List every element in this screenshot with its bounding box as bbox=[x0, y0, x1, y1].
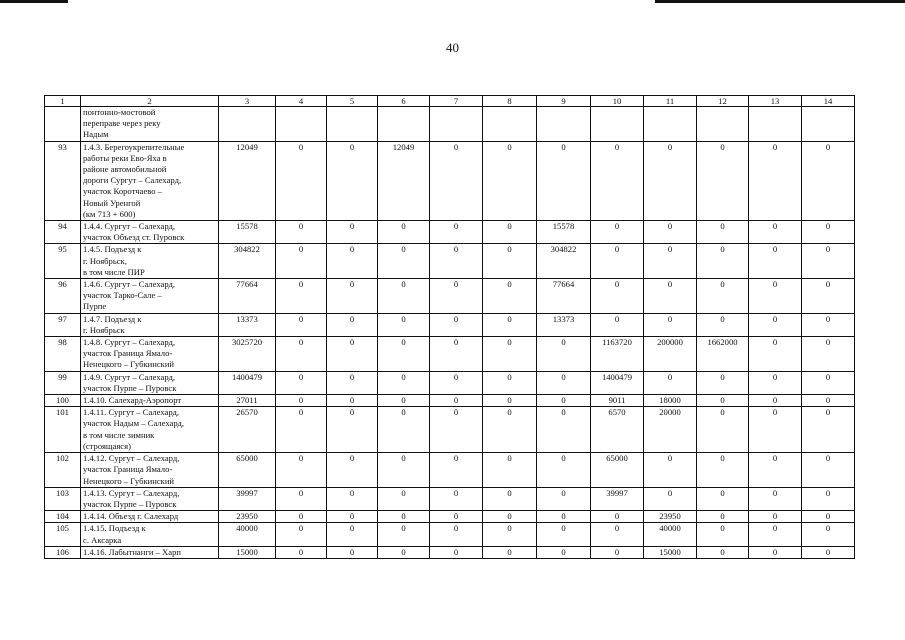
value-cell: 0 bbox=[537, 523, 591, 546]
table-header bbox=[45, 96, 855, 107]
table-row bbox=[45, 511, 855, 523]
column-header: 3 bbox=[219, 96, 276, 107]
value-cell: 0 bbox=[327, 395, 378, 407]
value-cell: 0 bbox=[644, 313, 697, 336]
value-cell: 0 bbox=[483, 546, 537, 558]
value-cell: 1662000 bbox=[697, 337, 749, 372]
scan-top-line-left bbox=[0, 0, 68, 3]
value-cell: 0 bbox=[327, 407, 378, 453]
value-cell: 0 bbox=[537, 511, 591, 523]
value-cell: 0 bbox=[378, 313, 430, 336]
table-row bbox=[45, 107, 855, 142]
value-cell: 0 bbox=[483, 523, 537, 546]
value-cell: 0 bbox=[327, 221, 378, 244]
value-cell: 0 bbox=[430, 487, 483, 510]
column-header: 10 bbox=[591, 96, 644, 107]
value-cell: 0 bbox=[276, 371, 327, 394]
value-cell: 0 bbox=[378, 221, 430, 244]
table-row bbox=[45, 337, 855, 372]
table-row bbox=[45, 279, 855, 314]
value-cell: 0 bbox=[430, 221, 483, 244]
value-cell: 6570 bbox=[591, 407, 644, 453]
value-cell: 26570 bbox=[219, 407, 276, 453]
value-cell: 0 bbox=[276, 453, 327, 488]
value-cell: 0 bbox=[430, 546, 483, 558]
value-cell: 0 bbox=[697, 453, 749, 488]
object-name: 1.4.10. Салехард-Аэропорт bbox=[81, 395, 219, 407]
value-cell: 0 bbox=[644, 279, 697, 314]
budget-table bbox=[44, 95, 855, 559]
value-cell: 0 bbox=[749, 487, 802, 510]
value-cell: 0 bbox=[697, 511, 749, 523]
value-cell: 0 bbox=[537, 453, 591, 488]
row-number: 105 bbox=[45, 523, 81, 546]
value-cell: 77664 bbox=[537, 279, 591, 314]
value-cell: 0 bbox=[749, 546, 802, 558]
value-cell: 0 bbox=[749, 221, 802, 244]
value-cell: 0 bbox=[276, 546, 327, 558]
value-cell: 0 bbox=[430, 337, 483, 372]
value-cell: 0 bbox=[749, 523, 802, 546]
value-cell: 1163720 bbox=[591, 337, 644, 372]
value-cell: 0 bbox=[802, 546, 855, 558]
value-cell: 0 bbox=[276, 395, 327, 407]
object-name: 1.4.16. Лабытнанги – Харп bbox=[81, 546, 219, 558]
value-cell: 0 bbox=[749, 395, 802, 407]
value-cell: 0 bbox=[378, 244, 430, 279]
value-cell: 0 bbox=[483, 244, 537, 279]
value-cell: 0 bbox=[276, 407, 327, 453]
value-cell: 0 bbox=[697, 523, 749, 546]
value-cell: 0 bbox=[802, 141, 855, 220]
row-number bbox=[45, 107, 81, 142]
value-cell: 0 bbox=[483, 487, 537, 510]
value-cell: 0 bbox=[483, 337, 537, 372]
row-number: 95 bbox=[45, 244, 81, 279]
value-cell: 0 bbox=[537, 337, 591, 372]
object-name: 1.4.9. Сургут – Салехард, участок Пурпе – Пуровск bbox=[81, 371, 219, 394]
value-cell: 27011 bbox=[219, 395, 276, 407]
row-number: 100 bbox=[45, 395, 81, 407]
row-number: 98 bbox=[45, 337, 81, 372]
value-cell: 0 bbox=[749, 337, 802, 372]
value-cell: 0 bbox=[802, 279, 855, 314]
value-cell: 0 bbox=[749, 141, 802, 220]
table-body bbox=[45, 107, 855, 559]
value-cell: 0 bbox=[276, 337, 327, 372]
value-cell: 0 bbox=[749, 371, 802, 394]
value-cell: 23950 bbox=[219, 511, 276, 523]
value-cell: 0 bbox=[802, 487, 855, 510]
value-cell: 0 bbox=[276, 141, 327, 220]
value-cell: 0 bbox=[697, 407, 749, 453]
value-cell: 0 bbox=[591, 546, 644, 558]
table-row bbox=[45, 141, 855, 220]
value-cell: 15578 bbox=[537, 221, 591, 244]
value-cell: 18000 bbox=[644, 395, 697, 407]
value-cell: 0 bbox=[697, 395, 749, 407]
value-cell: 15578 bbox=[219, 221, 276, 244]
object-name: 1.4.14. Объезд г. Салехард bbox=[81, 511, 219, 523]
value-cell: 0 bbox=[276, 279, 327, 314]
value-cell: 0 bbox=[430, 371, 483, 394]
object-name: 1.4.13. Сургут – Салехард, участок Пурпе – Пуровск bbox=[81, 487, 219, 510]
value-cell: 0 bbox=[802, 407, 855, 453]
value-cell: 0 bbox=[749, 313, 802, 336]
value-cell: 0 bbox=[802, 395, 855, 407]
value-cell: 0 bbox=[327, 511, 378, 523]
column-header: 2 bbox=[81, 96, 219, 107]
value-cell: 39997 bbox=[591, 487, 644, 510]
value-cell: 0 bbox=[644, 371, 697, 394]
value-cell: 13373 bbox=[219, 313, 276, 336]
value-cell: 0 bbox=[378, 487, 430, 510]
value-cell: 0 bbox=[378, 279, 430, 314]
value-cell: 0 bbox=[327, 313, 378, 336]
value-cell: 0 bbox=[327, 546, 378, 558]
table-row bbox=[45, 523, 855, 546]
row-number: 106 bbox=[45, 546, 81, 558]
row-number: 99 bbox=[45, 371, 81, 394]
value-cell: 0 bbox=[802, 453, 855, 488]
table-row bbox=[45, 221, 855, 244]
value-cell: 0 bbox=[644, 244, 697, 279]
value-cell: 0 bbox=[749, 407, 802, 453]
value-cell: 0 bbox=[591, 279, 644, 314]
value-cell: 0 bbox=[697, 279, 749, 314]
value-cell: 0 bbox=[378, 371, 430, 394]
value-cell: 0 bbox=[430, 453, 483, 488]
table-row bbox=[45, 407, 855, 453]
value-cell bbox=[749, 107, 802, 142]
table-row bbox=[45, 546, 855, 558]
value-cell: 0 bbox=[802, 244, 855, 279]
table-row bbox=[45, 371, 855, 394]
value-cell bbox=[591, 107, 644, 142]
value-cell bbox=[644, 107, 697, 142]
value-cell: 0 bbox=[802, 511, 855, 523]
object-name: 1.4.15. Подъезд к с. Аксарка bbox=[81, 523, 219, 546]
value-cell bbox=[430, 107, 483, 142]
row-number: 96 bbox=[45, 279, 81, 314]
value-cell: 0 bbox=[591, 221, 644, 244]
value-cell: 0 bbox=[802, 221, 855, 244]
value-cell: 0 bbox=[483, 453, 537, 488]
value-cell: 0 bbox=[378, 453, 430, 488]
object-name: 1.4.12. Сургут – Салехард, участок Граница Ямало- Ненецкого – Губкинский bbox=[81, 453, 219, 488]
value-cell: 0 bbox=[644, 453, 697, 488]
value-cell: 0 bbox=[749, 511, 802, 523]
column-header: 4 bbox=[276, 96, 327, 107]
value-cell bbox=[327, 107, 378, 142]
value-cell: 0 bbox=[430, 523, 483, 546]
value-cell: 0 bbox=[378, 511, 430, 523]
column-header: 12 bbox=[697, 96, 749, 107]
value-cell: 0 bbox=[697, 244, 749, 279]
table-row bbox=[45, 244, 855, 279]
value-cell: 0 bbox=[749, 279, 802, 314]
value-cell: 0 bbox=[483, 313, 537, 336]
value-cell: 0 bbox=[430, 141, 483, 220]
value-cell: 0 bbox=[591, 313, 644, 336]
value-cell: 12049 bbox=[378, 141, 430, 220]
object-name: 1.4.7. Подъезд к г. Ноябрьск bbox=[81, 313, 219, 336]
value-cell: 0 bbox=[537, 141, 591, 220]
value-cell: 0 bbox=[537, 395, 591, 407]
value-cell: 0 bbox=[327, 487, 378, 510]
value-cell: 0 bbox=[483, 395, 537, 407]
value-cell: 0 bbox=[802, 523, 855, 546]
value-cell: 65000 bbox=[591, 453, 644, 488]
value-cell: 0 bbox=[276, 244, 327, 279]
value-cell: 0 bbox=[697, 313, 749, 336]
value-cell: 0 bbox=[378, 337, 430, 372]
value-cell: 0 bbox=[591, 511, 644, 523]
column-header: 13 bbox=[749, 96, 802, 107]
value-cell: 0 bbox=[644, 221, 697, 244]
value-cell: 15000 bbox=[219, 546, 276, 558]
column-header: 7 bbox=[430, 96, 483, 107]
value-cell: 0 bbox=[327, 453, 378, 488]
row-number: 97 bbox=[45, 313, 81, 336]
row-number: 94 bbox=[45, 221, 81, 244]
column-header: 1 bbox=[45, 96, 81, 107]
value-cell: 0 bbox=[537, 546, 591, 558]
value-cell: 0 bbox=[430, 279, 483, 314]
value-cell: 40000 bbox=[644, 523, 697, 546]
value-cell: 0 bbox=[537, 487, 591, 510]
value-cell: 0 bbox=[430, 511, 483, 523]
object-name: 1.4.3. Берегоукрепительные работы реки Ево-Яха в районе автомобильной дороги Сургут – Салехард, участок Коротчаево – Новый Уренгой (км 713 + 600) bbox=[81, 141, 219, 220]
value-cell: 0 bbox=[697, 141, 749, 220]
page-number: 40 bbox=[446, 40, 459, 55]
value-cell: 0 bbox=[644, 141, 697, 220]
value-cell: 0 bbox=[483, 407, 537, 453]
value-cell: 23950 bbox=[644, 511, 697, 523]
value-cell: 0 bbox=[749, 244, 802, 279]
value-cell: 0 bbox=[483, 141, 537, 220]
value-cell: 0 bbox=[430, 244, 483, 279]
object-name: 1.4.11. Сургут – Салехард, участок Надым – Салехард, в том числе зимник (строящаяся) bbox=[81, 407, 219, 453]
value-cell: 0 bbox=[537, 407, 591, 453]
value-cell: 0 bbox=[378, 407, 430, 453]
value-cell bbox=[276, 107, 327, 142]
value-cell: 0 bbox=[697, 546, 749, 558]
value-cell: 1400479 bbox=[219, 371, 276, 394]
value-cell: 20000 bbox=[644, 407, 697, 453]
value-cell bbox=[697, 107, 749, 142]
value-cell: 0 bbox=[276, 221, 327, 244]
object-name: понтонно-мостовой переправе через реку Надым bbox=[81, 107, 219, 142]
value-cell: 0 bbox=[697, 371, 749, 394]
value-cell: 0 bbox=[276, 511, 327, 523]
value-cell: 0 bbox=[697, 487, 749, 510]
value-cell: 0 bbox=[327, 279, 378, 314]
column-header: 6 bbox=[378, 96, 430, 107]
value-cell: 0 bbox=[276, 313, 327, 336]
value-cell: 0 bbox=[327, 141, 378, 220]
object-name: 1.4.5. Подъезд к г. Ноябрьск, в том числе ПИР bbox=[81, 244, 219, 279]
value-cell: 0 bbox=[591, 244, 644, 279]
value-cell: 1400479 bbox=[591, 371, 644, 394]
value-cell: 0 bbox=[749, 453, 802, 488]
object-name: 1.4.4. Сургут – Салехард, участок Объезд ст. Пуровск bbox=[81, 221, 219, 244]
column-header: 5 bbox=[327, 96, 378, 107]
value-cell: 0 bbox=[378, 523, 430, 546]
value-cell: 0 bbox=[378, 546, 430, 558]
value-cell bbox=[483, 107, 537, 142]
column-header: 14 bbox=[802, 96, 855, 107]
value-cell: 200000 bbox=[644, 337, 697, 372]
row-number: 93 bbox=[45, 141, 81, 220]
value-cell: 0 bbox=[327, 337, 378, 372]
value-cell: 0 bbox=[802, 313, 855, 336]
row-number: 104 bbox=[45, 511, 81, 523]
value-cell: 0 bbox=[430, 395, 483, 407]
value-cell: 0 bbox=[430, 407, 483, 453]
value-cell: 0 bbox=[327, 244, 378, 279]
object-name: 1.4.8. Сургут – Салехард, участок Граница Ямало- Ненецкого – Губкинский bbox=[81, 337, 219, 372]
value-cell: 0 bbox=[591, 141, 644, 220]
value-cell bbox=[802, 107, 855, 142]
value-cell: 0 bbox=[327, 371, 378, 394]
row-number: 101 bbox=[45, 407, 81, 453]
column-header: 9 bbox=[537, 96, 591, 107]
value-cell: 0 bbox=[483, 371, 537, 394]
value-cell: 0 bbox=[430, 313, 483, 336]
value-cell: 0 bbox=[276, 487, 327, 510]
value-cell: 0 bbox=[644, 487, 697, 510]
value-cell: 39997 bbox=[219, 487, 276, 510]
value-cell: 0 bbox=[483, 511, 537, 523]
column-header: 8 bbox=[483, 96, 537, 107]
column-header: 11 bbox=[644, 96, 697, 107]
value-cell: 0 bbox=[378, 395, 430, 407]
scan-top-line-right bbox=[655, 0, 905, 3]
object-name: 1.4.6. Сургут – Салехард, участок Тарко-Сале – Пурпе bbox=[81, 279, 219, 314]
value-cell: 0 bbox=[537, 371, 591, 394]
header-row bbox=[45, 96, 855, 107]
value-cell: 77664 bbox=[219, 279, 276, 314]
value-cell: 0 bbox=[276, 523, 327, 546]
value-cell: 3025720 bbox=[219, 337, 276, 372]
row-number: 102 bbox=[45, 453, 81, 488]
table-row bbox=[45, 395, 855, 407]
value-cell bbox=[378, 107, 430, 142]
table-row bbox=[45, 453, 855, 488]
row-number: 103 bbox=[45, 487, 81, 510]
value-cell: 40000 bbox=[219, 523, 276, 546]
value-cell: 0 bbox=[591, 523, 644, 546]
value-cell: 304822 bbox=[537, 244, 591, 279]
value-cell: 0 bbox=[802, 337, 855, 372]
value-cell bbox=[219, 107, 276, 142]
table-row bbox=[45, 487, 855, 510]
value-cell bbox=[537, 107, 591, 142]
value-cell: 0 bbox=[483, 221, 537, 244]
value-cell: 0 bbox=[327, 523, 378, 546]
value-cell: 12049 bbox=[219, 141, 276, 220]
value-cell: 65000 bbox=[219, 453, 276, 488]
value-cell: 0 bbox=[483, 279, 537, 314]
value-cell: 0 bbox=[802, 371, 855, 394]
value-cell: 15000 bbox=[644, 546, 697, 558]
value-cell: 13373 bbox=[537, 313, 591, 336]
table-row bbox=[45, 313, 855, 336]
value-cell: 9011 bbox=[591, 395, 644, 407]
value-cell: 304822 bbox=[219, 244, 276, 279]
value-cell: 0 bbox=[697, 221, 749, 244]
